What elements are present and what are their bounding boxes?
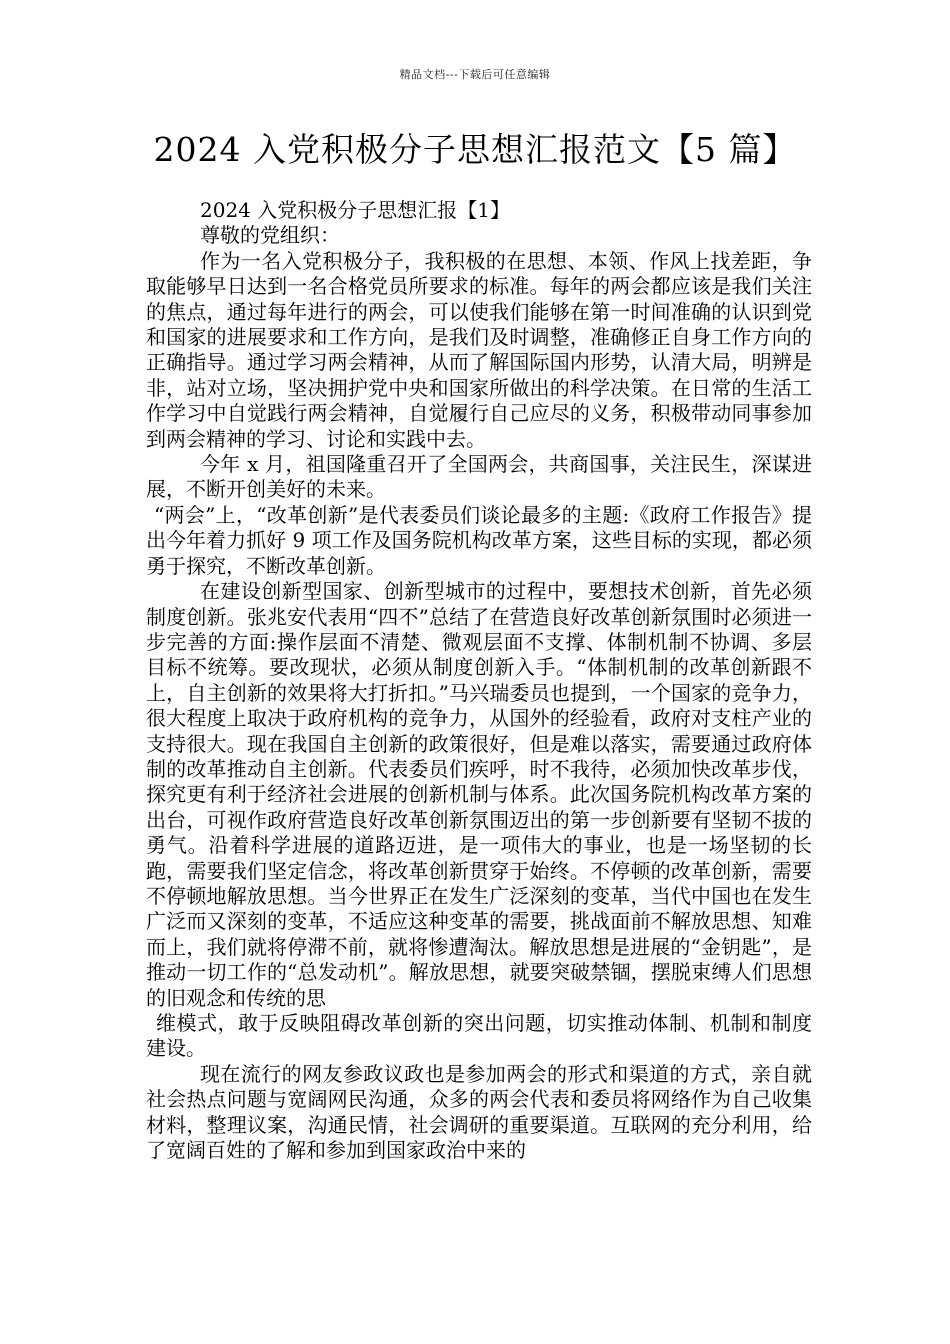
document-title: 2024 入党积极分子思想汇报范文【5 篇】 [153, 130, 797, 169]
document-body [146, 198, 812, 1163]
paragraph: 在建设创新型国家、创新型城市的过程中，要想技术创新，首先必须制度创新。张兆安代表用“四不”总结了在营造良好改革创新氛围时必须进一步完善的方面:操作层面不清楚、微观层面不支撑、体制机制不协调、多层目标不统筹。要改现状，必须从制度创新入手。“体制机制的改革创新跟不上，自主创新的效果将大打折扣。”马兴瑞委员也提到，一个国家的竞争力，很大程度上取决于政府机构的竞争力，从国外的经验看，政府对支柱产业的支持很大。现在我国自主创新的政策很好，但是难以落实，需要通过政府体制的改革推动自主创新。代表委员们疾呼，时不我待，必须加快改革步伐，探究更有利于经济社会进展的创新机制与体系。此次国务院机构改革方案的出台，可视作政府营造良好改革创新氛围迈出的第一步创新要有坚韧不拔的勇气。沿着科学进展的道路迈进，是一项伟大的事业，也是一场坚韧的长跑，需要我们坚定信念，将改革创新贯穿于始终。不停顿的改革创新，需要不停顿地解放思想。当今世界正在发生广泛深刻的变革，当代中国也在发生广泛而又深刻的变革，不适应这种变革的需要，挑战面前不解放思想、知难而上，我们就将停滞不前，就将惨遭淘汰。解放思想是进展的“金钥匙”，是推动一切工作的“总发动机”。解放思想，就要突破禁锢，摆脱束缚人们思想的旧观念和传统的思 [146, 579, 812, 1010]
section-heading: 2024 入党积极分子思想汇报【1】 [200, 198, 510, 222]
paragraph: 作为一名入党积极分子，我积极的在思想、本领、作风上找差距，争取能够早日达到一名合格党员所要求的标准。每年的两会都应该是我们关注的焦点，通过每年进行的两会，可以使我们能够在第一时间准确的认识到党和国家的进展要求和工作方向，是我们及时调整，准确修正自身工作方向的正确指导。通过学习两会精神，从而了解国际国内形势，认清大局，明辨是非，站对立场，坚决拥护党中央和国家所做出的科学决策。在日常的生活工作学习中自觉践行两会精神，自觉履行自己应尽的义务，积极带动同事参加到两会精神的学习、讨论和实践中去。 [146, 248, 812, 451]
paragraph: 现在流行的网友参政议政也是参加两会的形式和渠道的方式，亲自就社会热点问题与宽阔网民沟通，众多的两会代表和委员将网络作为自己收集材料，整理议案，沟通民情，社会调研的重要渠道。互联网的充分利用，给了宽阔百姓的了解和参加到国家政治中来的 [146, 1061, 812, 1163]
paragraph: 今年 x 月，祖国隆重召开了全国两会，共商国事，关注民生，深谋进展，不断开创美好的未来。 [146, 452, 812, 502]
page-header-note: 精品文档---下载后可任意编辑 [399, 68, 551, 81]
salutation: 尊敬的党组织： [200, 223, 340, 248]
paragraph: 维模式，敢于反映阻碍改革创新的突出问题，切实推动体制、机制和制度建设。 [146, 1011, 812, 1061]
paragraph: “两会”上，“改革创新”是代表委员们谈论最多的主题:《政府工作报告》提出今年着力抓好 9 项工作及国务院机构改革方案，这些目标的实现，都必须勇于探究，不断改革创新。 [146, 502, 812, 578]
